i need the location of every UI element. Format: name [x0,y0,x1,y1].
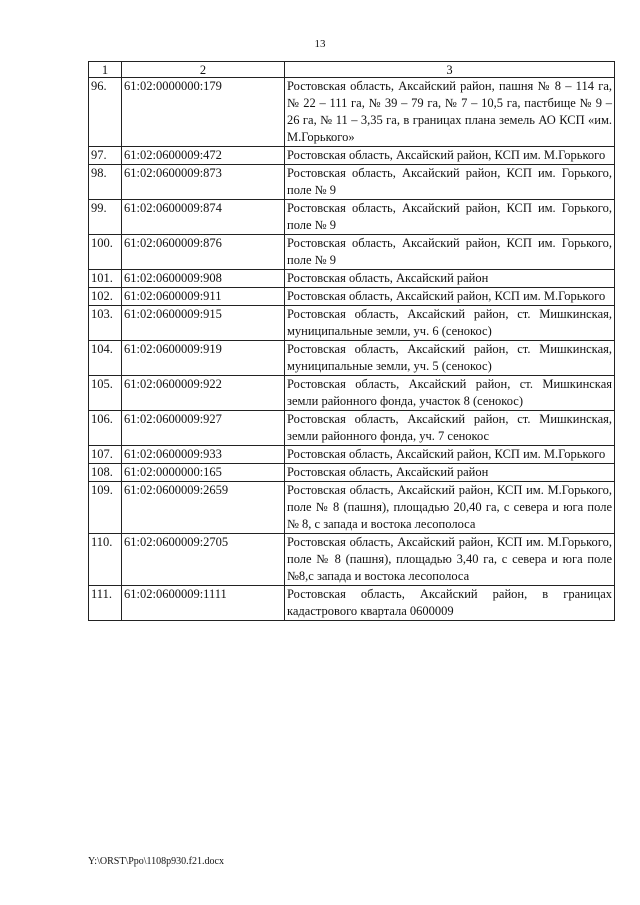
table-row [89,446,615,464]
cadastral-number-cell: 61:02:0600009:927 [122,411,285,446]
row-number-cell: 98. [89,165,122,200]
location-cell: Ростовская область, Аксайский район, ст. Мишкинская, муниципальные земли, уч. 6 (сенокос) [285,306,615,341]
cadastral-table [88,61,615,621]
table-row [89,341,615,376]
location-cell: Ростовская область, Аксайский район [285,270,615,288]
table-row [89,586,615,621]
table-row [89,270,615,288]
cadastral-number-cell: 61:02:0600009:1111 [122,586,285,621]
location-cell: Ростовская область, Аксайский район, ст. Мишкинская земли районного фонда, участок 8 (сенокос) [285,376,615,411]
location-cell: Ростовская область, Аксайский район, КСП им. М.Горького, поле № 8 (пашня), площадью 20,40 га, с севера и юга поле № 8, с запада и востока лесополоса [285,482,615,534]
row-number-cell: 102. [89,288,122,306]
row-number-cell: 105. [89,376,122,411]
table-row [89,288,615,306]
row-number-cell: 101. [89,270,122,288]
row-number-cell: 104. [89,341,122,376]
table-header-row [89,62,615,78]
location-cell: Ростовская область, Аксайский район, КСП им. М.Горького [285,147,615,165]
cadastral-number-cell: 61:02:0000000:165 [122,464,285,482]
column-header-number: 1 [89,62,122,78]
table-row [89,147,615,165]
table-row [89,165,615,200]
table-row [89,411,615,446]
row-number-cell: 97. [89,147,122,165]
column-header-cadastral-number: 2 [122,62,285,78]
cadastral-number-cell: 61:02:0600009:2659 [122,482,285,534]
cadastral-number-cell: 61:02:0600009:915 [122,306,285,341]
row-number-cell: 108. [89,464,122,482]
table-row [89,235,615,270]
row-number-cell: 110. [89,534,122,586]
location-cell: Ростовская область, Аксайский район [285,464,615,482]
row-number-cell: 100. [89,235,122,270]
table-row [89,306,615,341]
table-row [89,464,615,482]
cadastral-number-cell: 61:02:0600009:876 [122,235,285,270]
table-row [89,78,615,147]
cadastral-number-cell: 61:02:0000000:179 [122,78,285,147]
page-number: 13 [314,38,326,50]
table-row [89,376,615,411]
location-cell: Ростовская область, Аксайский район, КСП им. М.Горького [285,446,615,464]
location-cell: Ростовская область, Аксайский район, КСП им. Горького, поле № 9 [285,200,615,235]
cadastral-number-cell: 61:02:0600009:2705 [122,534,285,586]
cadastral-number-cell: 61:02:0600009:908 [122,270,285,288]
cadastral-number-cell: 61:02:0600009:874 [122,200,285,235]
table-row [89,200,615,235]
row-number-cell: 109. [89,482,122,534]
table-row [89,482,615,534]
location-cell: Ростовская область, Аксайский район, ст. Мишкинская, муниципальные земли, уч. 5 (сенокос) [285,341,615,376]
cadastral-number-cell: 61:02:0600009:911 [122,288,285,306]
cadastral-number-cell: 61:02:0600009:922 [122,376,285,411]
location-cell: Ростовская область, Аксайский район, КСП им. Горького, поле № 9 [285,165,615,200]
location-cell: Ростовская область, Аксайский район, КСП им. М.Горького, поле № 8 (пашня), площадью 3,40 га, с севера и юга поле №8,с запада и востока лесополоса [285,534,615,586]
cadastral-number-cell: 61:02:0600009:919 [122,341,285,376]
location-cell: Ростовская область, Аксайский район, пашня № 8 – 114 га, № 22 – 111 га, № 39 – 79 га, № 7 – 10,5 га, пастбище № 9 – 26 га, № 11 – 3,35 га, в границах плана земель АО КСП «им. М.Горького» [285,78,615,147]
row-number-cell: 107. [89,446,122,464]
location-cell: Ростовская область, Аксайский район, в границах кадастрового квартала 0600009 [285,586,615,621]
footer-file-path: Y:\ORST\Ppo\1108p930.f21.docx [88,856,224,867]
cadastral-number-cell: 61:02:0600009:472 [122,147,285,165]
row-number-cell: 99. [89,200,122,235]
location-cell: Ростовская область, Аксайский район, ст. Мишкинская, земли районного фонда, уч. 7 сенокос [285,411,615,446]
row-number-cell: 96. [89,78,122,147]
column-header-location: 3 [285,62,615,78]
cadastral-number-cell: 61:02:0600009:933 [122,446,285,464]
cadastral-number-cell: 61:02:0600009:873 [122,165,285,200]
row-number-cell: 106. [89,411,122,446]
table-row [89,534,615,586]
location-cell: Ростовская область, Аксайский район, КСП им. М.Горького [285,288,615,306]
location-cell: Ростовская область, Аксайский район, КСП им. Горького, поле № 9 [285,235,615,270]
row-number-cell: 111. [89,586,122,621]
row-number-cell: 103. [89,306,122,341]
